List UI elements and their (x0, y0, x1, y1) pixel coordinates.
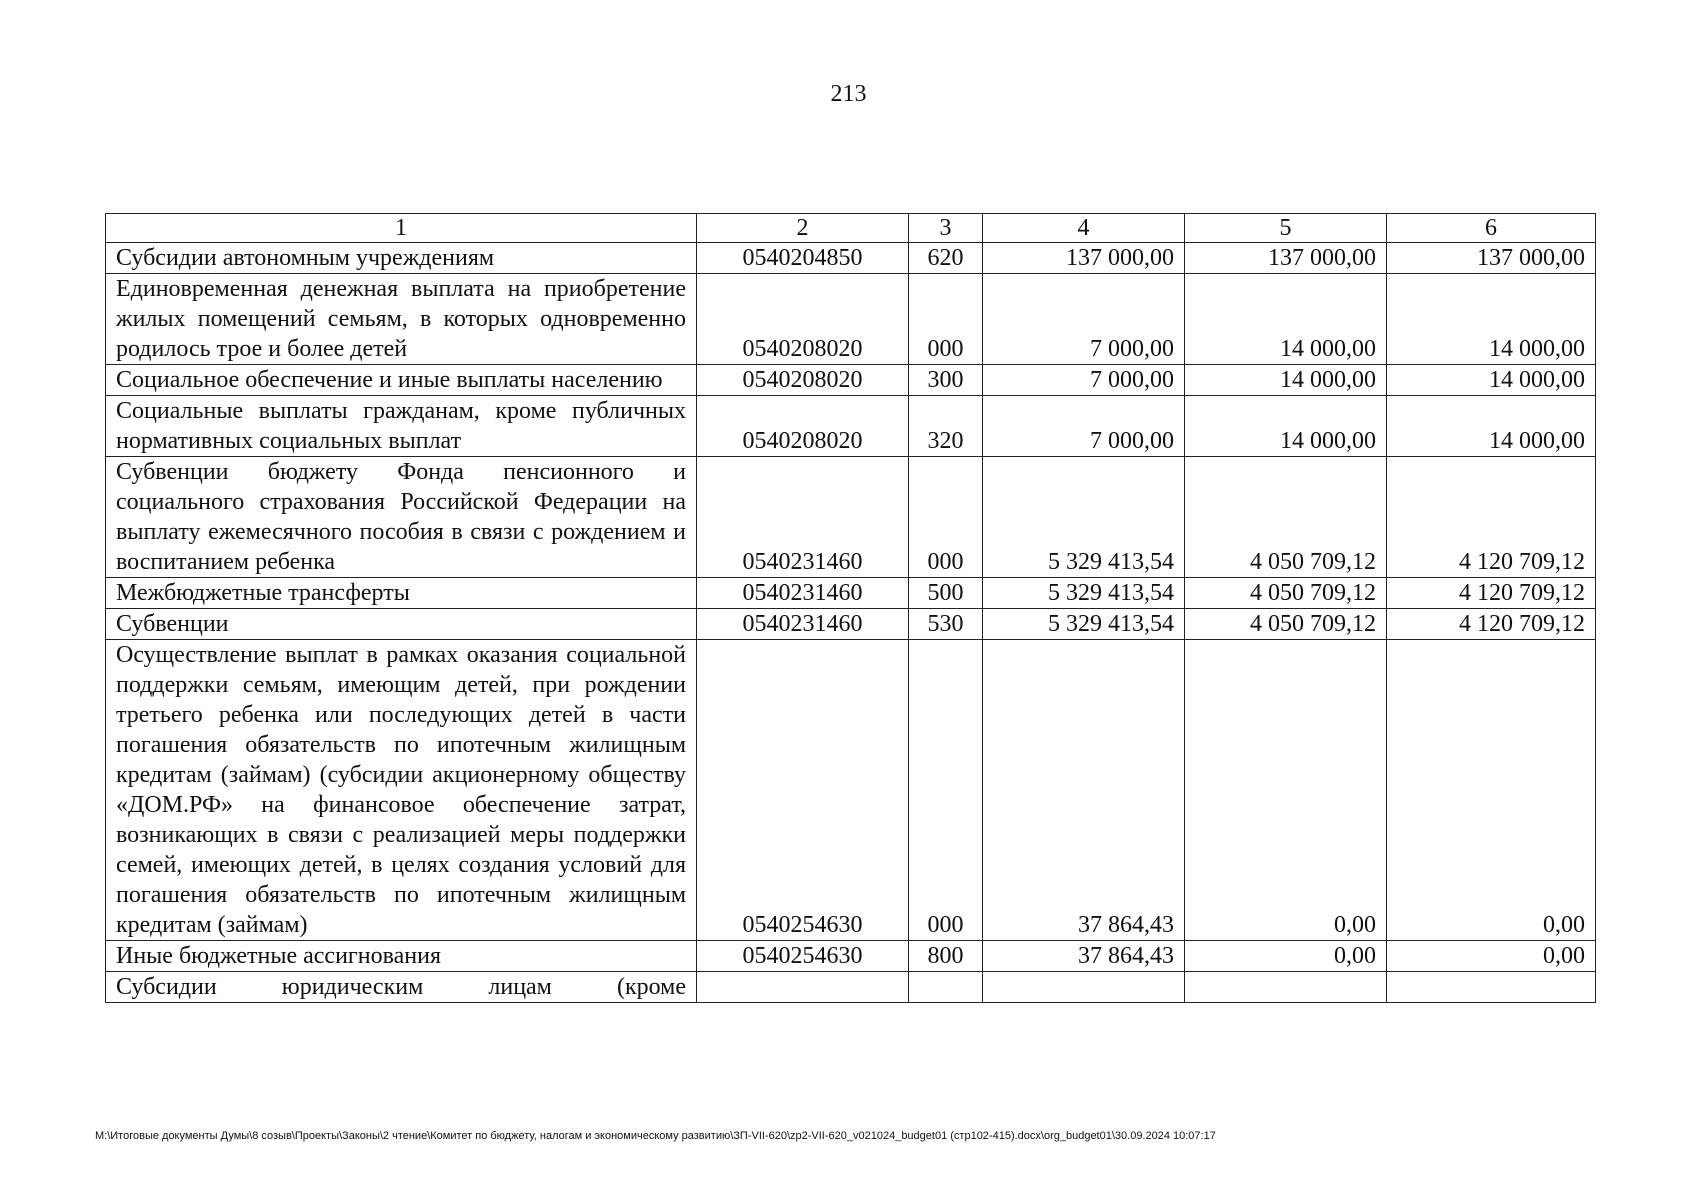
row-value-1: 7 000,00 (983, 365, 1185, 396)
row-value-2: 14 000,00 (1185, 396, 1387, 457)
row-code: 0540204850 (697, 243, 909, 274)
row-value-3: 14 000,00 (1387, 396, 1596, 457)
header-cell: 2 (697, 214, 909, 243)
row-code: 0540208020 (697, 274, 909, 365)
row-name: Субсидии юридическим лицам (кроме (106, 972, 697, 1003)
page-number: 213 (830, 81, 867, 107)
row-code: 0540254630 (697, 640, 909, 941)
header-cell: 4 (983, 214, 1185, 243)
row-type: 620 (909, 243, 983, 274)
row-name: Единовременная денежная выплата на приобретение жилых помещений семьям, в которых одновременно родилось трое и более детей (106, 274, 697, 365)
row-name: Социальные выплаты гражданам, кроме публичных нормативных социальных выплат (106, 396, 697, 457)
row-value-1: 137 000,00 (983, 243, 1185, 274)
row-type: 530 (909, 609, 983, 640)
row-name: Межбюджетные трансферты (106, 578, 697, 609)
row-value-1 (983, 972, 1185, 1003)
row-value-2: 4 050 709,12 (1185, 457, 1387, 578)
row-value-2: 0,00 (1185, 640, 1387, 941)
row-value-1: 37 864,43 (983, 941, 1185, 972)
row-name: Субвенции бюджету Фонда пенсионного и социального страхования Российской Федерации на выплату ежемесячного пособия в связи с рождением и воспитанием ребенка (106, 457, 697, 578)
header-cell: 6 (1387, 214, 1596, 243)
row-type (909, 972, 983, 1003)
table-row (106, 243, 1596, 274)
row-type: 500 (909, 578, 983, 609)
table-row (106, 640, 1596, 941)
row-value-3: 4 120 709,12 (1387, 609, 1596, 640)
row-name: Субсидии автономным учреждениям (106, 243, 697, 274)
row-value-1: 7 000,00 (983, 274, 1185, 365)
row-value-3 (1387, 972, 1596, 1003)
row-name: Социальное обеспечение и иные выплаты населению (106, 365, 697, 396)
row-value-1: 7 000,00 (983, 396, 1185, 457)
row-value-3: 4 120 709,12 (1387, 457, 1596, 578)
table-row (106, 457, 1596, 578)
row-type: 000 (909, 274, 983, 365)
table-row (106, 972, 1596, 1003)
row-value-3: 14 000,00 (1387, 274, 1596, 365)
row-value-3: 0,00 (1387, 941, 1596, 972)
table-header-row (106, 214, 1596, 243)
row-value-3: 137 000,00 (1387, 243, 1596, 274)
table-row (106, 365, 1596, 396)
row-name: Субвенции (106, 609, 697, 640)
row-value-3: 14 000,00 (1387, 365, 1596, 396)
row-code: 0540231460 (697, 578, 909, 609)
row-value-2: 14 000,00 (1185, 274, 1387, 365)
row-value-2: 14 000,00 (1185, 365, 1387, 396)
row-name: Иные бюджетные ассигнования (106, 941, 697, 972)
table-row (106, 274, 1596, 365)
row-code: 0540208020 (697, 365, 909, 396)
row-code (697, 972, 909, 1003)
row-type: 000 (909, 457, 983, 578)
row-value-3: 0,00 (1387, 640, 1596, 941)
row-code: 0540231460 (697, 457, 909, 578)
table-row (106, 609, 1596, 640)
table-row (106, 941, 1596, 972)
row-type: 000 (909, 640, 983, 941)
row-value-1: 37 864,43 (983, 640, 1185, 941)
budget-table (105, 213, 1596, 1003)
row-value-1: 5 329 413,54 (983, 457, 1185, 578)
row-value-2 (1185, 972, 1387, 1003)
row-code: 0540231460 (697, 609, 909, 640)
table-row (106, 578, 1596, 609)
row-value-1: 5 329 413,54 (983, 578, 1185, 609)
row-code: 0540254630 (697, 941, 909, 972)
row-value-2: 4 050 709,12 (1185, 578, 1387, 609)
row-type: 320 (909, 396, 983, 457)
row-value-2: 137 000,00 (1185, 243, 1387, 274)
table-row (106, 396, 1596, 457)
document-path-footer: M:\Итоговые документы Думы\8 созыв\Проекты\Законы\2 чтение\Комитет по бюджету, налогам и экономическому развитию\ЗП-VII-620\zp2-VII-620_v021024_budget01 (стр102-415).docx\org_budget01\30.09.2024 10:07:17 (95, 1130, 1216, 1142)
header-cell: 5 (1185, 214, 1387, 243)
row-value-2: 0,00 (1185, 941, 1387, 972)
header-cell: 1 (106, 214, 697, 243)
row-value-2: 4 050 709,12 (1185, 609, 1387, 640)
row-value-3: 4 120 709,12 (1387, 578, 1596, 609)
row-value-1: 5 329 413,54 (983, 609, 1185, 640)
row-type: 300 (909, 365, 983, 396)
row-code: 0540208020 (697, 396, 909, 457)
row-name: Осуществление выплат в рамках оказания социальной поддержки семьям, имеющим детей, при рождении третьего ребенка или последующих детей в части погашения обязательств по ипотечным жилищным кредитам (займам) (субсидии акционерному обществу «ДОМ.РФ» на финансовое обеспечение затрат, возникающих в связи с реализацией меры поддержки семей, имеющих детей, в целях создания условий для погашения обязательств по ипотечным жилищным кредитам (займам) (106, 640, 697, 941)
header-cell: 3 (909, 214, 983, 243)
row-type: 800 (909, 941, 983, 972)
